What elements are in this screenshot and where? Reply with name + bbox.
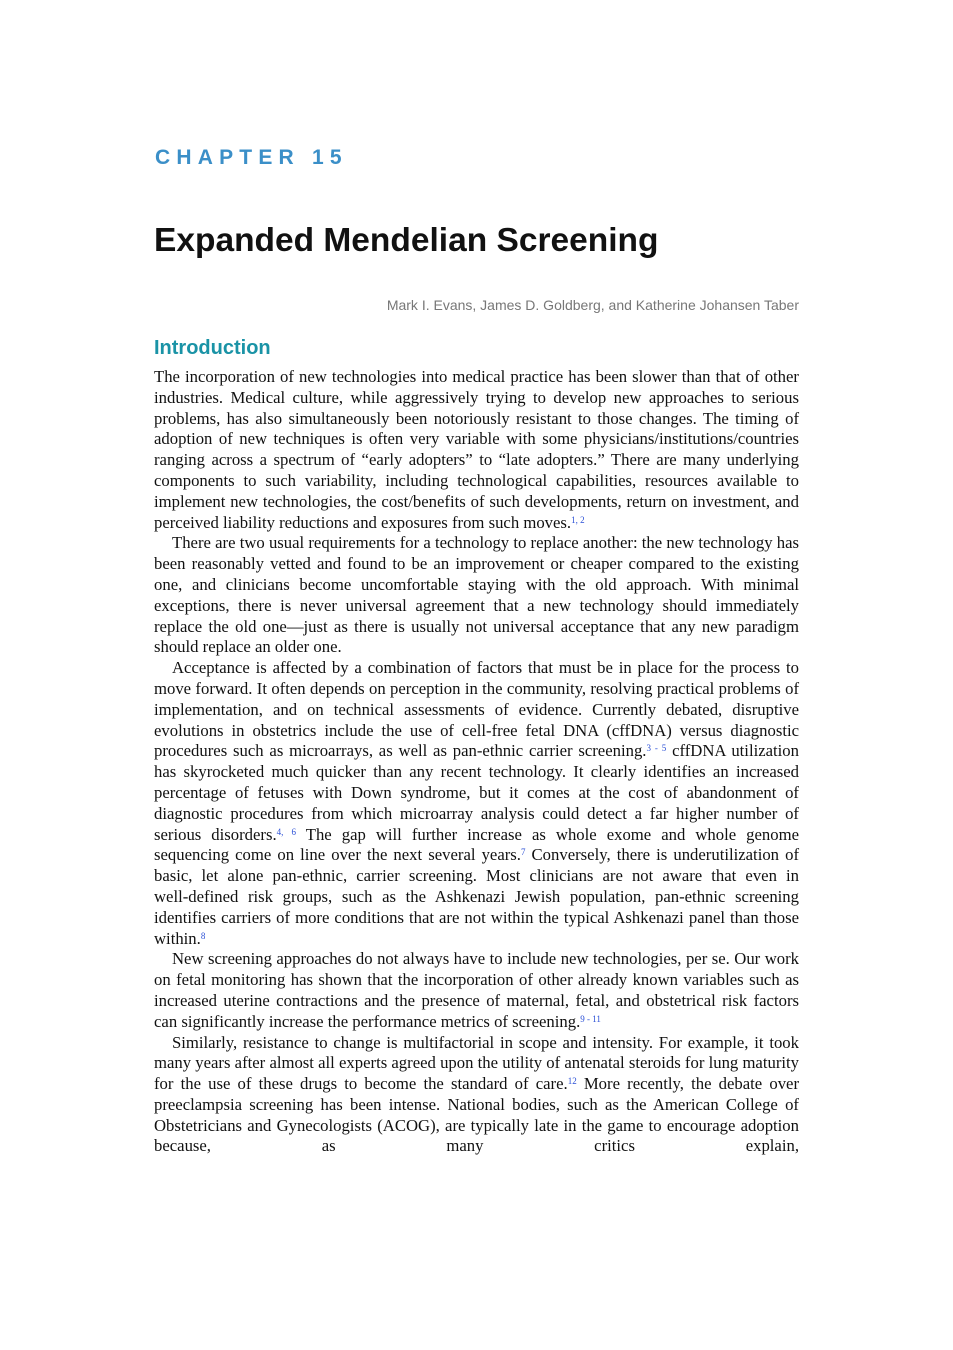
citation-link[interactable]: 7 [520,847,526,858]
paragraph-text: The incorporation of new technologies into medical practice has been slower than that of other industries. Medical culture, while aggressively trying to develop new approaches to serious problems, has also simultaneously been notoriously resistant to those changes. The timing of adoption of new techniques is often very variable with some physicians/institutions/countries ranging across a spectrum of “early adopters” to “late adopters.” There are many underlying components to such variability, including technological capabilities, resources available to implement new technologies, the cost/benefits of such developments, return on investment, and perceived liability reductions and exposures from such moves. [154,367,799,532]
paragraph [154,949,799,1032]
paragraph-text: New screening approaches do not always have to include new technologies, per se. Our work on fetal monitoring has shown that the incorporation of other already known variables such as increased uterine contractions and the presence of maternal, fetal, and obstetrical risk factors can significantly increase the performance metrics of screening. [154,949,799,1031]
paragraph [154,533,799,658]
chapter-label: CHAPTER 15 [155,146,348,169]
section-heading-introduction: Introduction [154,337,271,359]
citation-link[interactable]: 9 - 11 [580,1013,601,1024]
citation-link[interactable]: 12 [567,1076,577,1087]
paragraph-text: Similarly, resistance to change is multifactorial in scope and intensity. For example, it took many years after almost all experts agreed upon the utility of antenatal steroids for lung maturity for the use of these drugs to become the standard of care. [154,1032,799,1094]
paragraph-text: There are two usual requirements for a technology to replace another: the new technology has been reasonably vetted and found to be an improvement or cheaper compared to the existing one, and clinicians become uncomfortable staying with the old approach. With minimal exceptions, there is never universal agreement that a new technology should immediately replace the old one—just as there is usually not universal acceptance that any new paradigm should replace an older one. [154,533,799,657]
paragraph [154,658,799,949]
citation-link[interactable]: 8 [200,930,206,941]
paragraph-text: More recently, the debate over preeclampsia screening has been intense. National bodies, such as the American College of Obstetricians and Gynecologists (ACOG), are typically late in the game to encourage adoption because, as many critics explain, [154,1074,800,1156]
paragraph-text: The gap will further increase as whole exome and whole genome sequencing come on line over the next several years. [154,824,799,865]
paragraph [154,1033,799,1158]
citation-link[interactable]: 1, 2 [571,514,585,525]
citation-link[interactable]: 4, 6 [276,826,297,837]
body-text [154,367,799,1157]
paragraph-text: Acceptance is affected by a combination of factors that must be in place for the process to move forward. It often depends on perception in the community, resolving practical problems of implementation, and on technical assessments of evidence. Currently debated, disruptive evolutions in obstetrics include the use of cell-free fetal DNA (cffDNA) versus diagnostic procedures such as microarrays, as well as pan-ethnic carrier screening. [154,658,799,761]
author-list: Mark I. Evans, James D. Goldberg, and Katherine Johansen Taber [386,297,799,313]
chapter-title: Expanded Mendelian Screening [154,222,659,259]
paragraph [154,367,799,533]
citation-link[interactable]: 3 - 5 [646,743,667,754]
paragraph-text: Conversely, there is underutilization of basic, let alone pan-ethnic, carrier screening. Most clinicians are not aware that even in well-defined risk groups, such as the Ashkenazi Jewish population, pan-ethnic screening identifies carriers of more conditions that are not within the typical Ashkenazi panel than those within. [154,845,799,948]
paragraph-text: cffDNA utilization has skyrocketed much quicker than any recent technology. It clearly identifies an increased percentage of fetuses with Down syndrome, but it comes at the cost of abandonment of diagnostic procedures from which microarray analysis could detect a far higher number of serious disorders. [154,741,799,844]
